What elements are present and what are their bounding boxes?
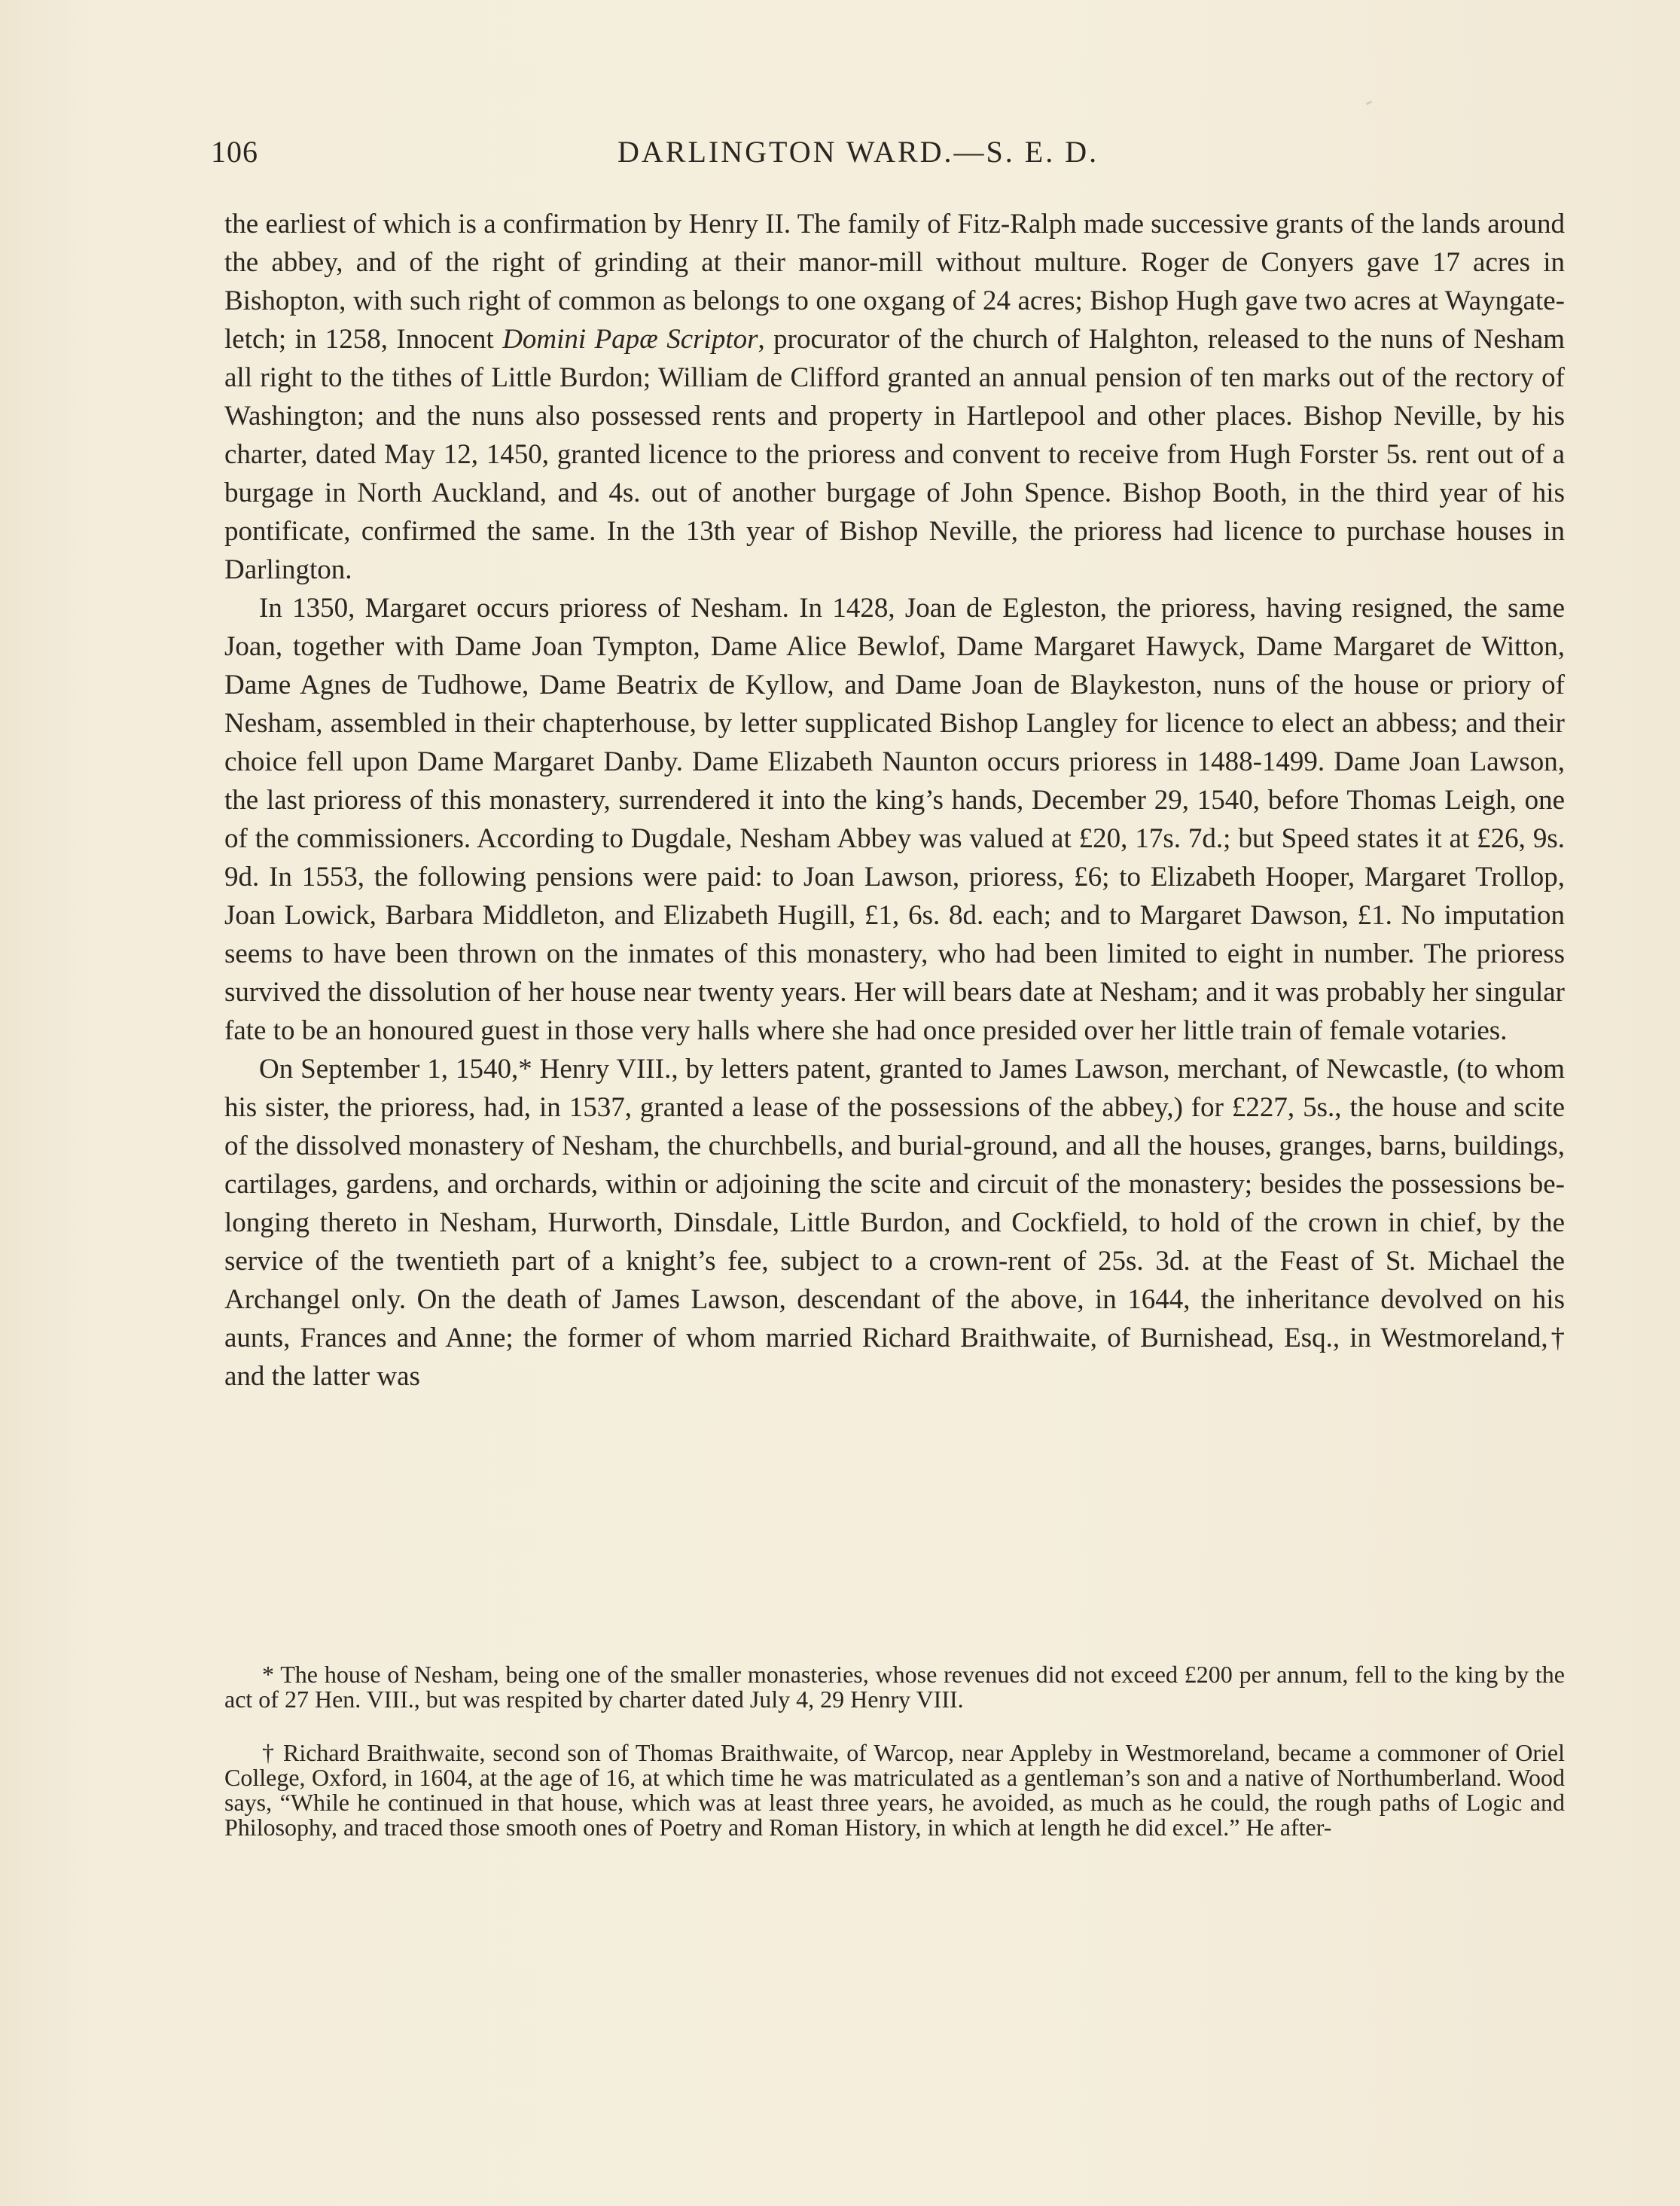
footnote: † Richard Braithwaite, second son of Thomas Braithwaite, of Warcop, near Appleby in Westmoreland, became a commoner of Oriel College, Oxford, in 1604, at the age of 16, at which time he was matriculated as a gentleman’s son and a native of Northumberland. Wood says, “While he continued in that house, which was at least three years, he avoided, as much as he could, the rough paths of Logic and Philosophy, and traced those smooth ones of Poetry and Roman History, in which at length he did excel.” He after- <box>224 1739 1565 1841</box>
page-number: 106 <box>211 135 258 169</box>
paper-speck <box>1366 100 1372 105</box>
text-run: In 1350, Margaret occurs prioress of Nesham. In 1428, Joan de Egleston, the prioress, having resigned, the same Joan, together with Dame Joan Tympton, Dame Alice Bewlof, Dame Margaret Hawyck, Dame Margaret de Witton, Dame Agnes de Tudhowe, Dame Beatrix de Kyllow, and Dame Joan de Blaykeston, nuns of the house or priory of Nesham, assembled in their chapterhouse, by letter supplicated Bishop Langley for licence to elect an abbess; and their choice fell upon Dame Margaret Danby. Dame Elizabeth Naunton occurs prioress in 1488-1499. Dame Joan Lawson, the last prioress of this monastery, surrendered it into the king’s hands, December 29, 1540, before Thomas Leigh, one of the commissioners. According to Dugdale, Nesham Abbey was valued at £20, 17s. 7d.; but Speed states it at £26, 9s. 9d. In 1553, the following pensions were paid: to Joan Lawson, prioress, £6; to Elizabeth Hooper, Margaret Trollop, Joan Lowick, Barbara Middleton, and Elizabeth Hugill, £1, 6s. 8d. each; and to Margaret Dawson, £1. No imputation seems to have been thrown on the inmates of this monastery, who had been limited to eight in number. The prioress survived the dissolution of her house near twenty years. Her will bears date at Nesham; and it was probably her singular fate to be an honoured guest in those very halls where she had once presided over her little train of female votaries. <box>224 593 1565 1046</box>
paragraph <box>224 1050 1565 1396</box>
page-header <box>211 134 1566 179</box>
footnote: * The house of Nesham, being one of the smaller monasteries, whose revenues did not exceed £200 per annum, fell to the king by the act of 27 Hen. VIII., but was respited by charter dated July 4, 29 Henry VIII. <box>224 1661 1565 1713</box>
text-run: the earliest of which is a confirmation by Henry II. The family of Fitz-Ralph made successive grants of the lands around the abbey, and of the right of grinding at their manor-mill without multure. Roger de Conyers gave 17 acres in Bishopton, with such right of common as belongs to one oxgang of 24 acres; Bishop Hugh gave two acres at Wayngate-letch; in 1258, Innocent <box>224 209 1565 355</box>
paragraph <box>224 205 1565 589</box>
main-text <box>224 205 1565 1396</box>
footnotes <box>224 1662 1565 1869</box>
text-run: On September 1, 1540,* Henry VIII., by letters patent, granted to James Lawson, merchant, of Newcastle, (to whom his sister, the prioress, had, in 1537, granted a lease of the possessions of the abbey,) for £227, 5s., the house and scite of the dissolved monastery of Nesham, the churchbells, and burial-ground, and all the houses, granges, barns, buildings, cartilages, gardens, and orchards, within or adjoining the scite and circuit of the monastery; besides the possessions belonging thereto in Nesham, Hurworth, Dinsdale, Little Burdon, and Cockfield, to hold of the crown in chief, by the service of the twentieth part of a knight’s fee, subject to a crown-rent of 25s. 3d. at the Feast of St. Michael the Archangel only. On the death of James Lawson, descendant of the above, in 1644, the inheritance devolved on his aunts, Frances and Anne; the former of whom married Richard Braithwaite, of Burnishead, Esq., in Westmoreland,† and the latter was <box>224 1054 1565 1392</box>
paragraph <box>224 589 1565 1050</box>
text-run: , procurator of the church of Halghton, released to the nuns of Nesham all right to the tithes of Little Burdon; William de Clifford granted an annual pension of ten marks out of the rectory of Washington; and the nuns also possessed rents and property in Hartlepool and other places. Bishop Neville, by his charter, dated May 12, 1450, granted licence to the prioress and convent to receive from Hugh Forster 5s. rent out of a burgage in North Auckland, and 4s. out of another burgage of John Spence. Bishop Booth, in the third year of his pontificate, confirmed the same. In the 13th year of Bishop Neville, the prioress had licence to purchase houses in Darlington. <box>224 324 1566 585</box>
running-head: DARLINGTON WARD.—S. E. D. <box>617 135 1099 169</box>
italic-text-run: Domini Papæ Scriptor <box>502 324 758 355</box>
